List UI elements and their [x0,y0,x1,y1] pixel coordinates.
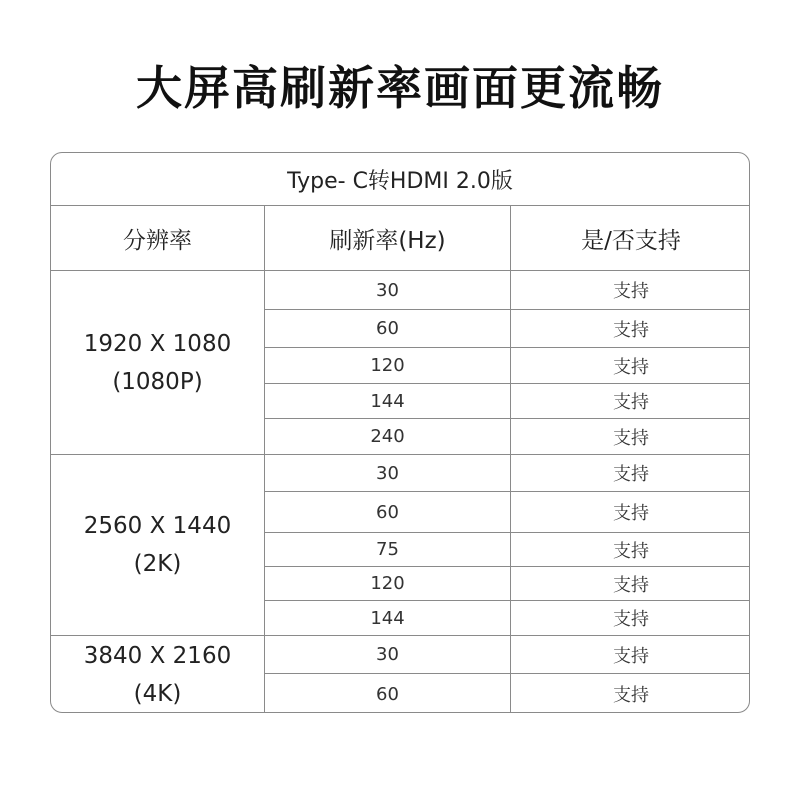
refresh-rate-cell: 240 [265,419,511,454]
resolution-group-4k [51,636,265,713]
refresh-rate-cell: 60 [265,492,511,532]
support-cell: 支持 [613,464,649,485]
support-cell: 支持 [613,281,649,302]
resolution-value: 1920 X 1080 [83,330,232,357]
table-row [265,384,750,419]
page-headline: 大屏高刷新率画面更流畅 [136,61,664,115]
resolution-value: 3840 X 2160 [83,643,232,669]
table-row [265,419,750,455]
table-row [265,567,750,601]
support-cell: 支持 [613,319,649,341]
table-row [265,674,750,713]
resolution-group-1080p [51,271,265,455]
resolution-label: (4K) [133,681,182,707]
support-cell: 支持 [613,356,649,378]
resolution-label: (2K) [133,551,182,577]
table-row [265,636,750,674]
table-row [265,310,750,348]
refresh-rate-cell: 120 [265,348,511,383]
support-cell: 支持 [613,645,649,667]
support-cell: 支持 [613,392,649,413]
support-cell: 支持 [613,540,649,562]
table-row [265,492,750,533]
header-refresh-rate: 刷新率(Hz) [265,206,511,270]
support-cell: 支持 [613,685,649,706]
refresh-rate-cell: 30 [265,455,511,491]
refresh-rate-cell: 75 [265,533,511,566]
table-row [265,455,750,492]
resolution-label: (1080P) [112,368,203,395]
table-row [265,533,750,567]
header-supported: 是/否支持 [581,227,681,254]
table-row [265,271,750,310]
refresh-rate-cell: 144 [265,601,511,635]
support-cell: 支持 [613,574,649,596]
refresh-rate-cell: 144 [265,384,511,418]
resolution-group-2k [51,455,265,636]
refresh-rate-cell: 60 [265,310,511,347]
refresh-rate-cell: 60 [265,674,511,713]
header-resolution: 分辨率 [51,206,265,270]
table-header-row [51,206,749,271]
table-row [265,601,750,636]
resolution-value: 2560 X 1440 [83,513,232,539]
table-row [265,348,750,384]
refresh-rate-table [50,152,750,713]
table-caption: Type- C转HDMI 2.0版 [51,153,749,206]
refresh-rate-cell: 120 [265,567,511,600]
support-cell: 支持 [613,609,649,630]
support-cell: 支持 [613,427,649,449]
support-cell: 支持 [613,503,649,524]
refresh-rate-cell: 30 [265,636,511,673]
refresh-rate-cell: 30 [265,271,511,309]
